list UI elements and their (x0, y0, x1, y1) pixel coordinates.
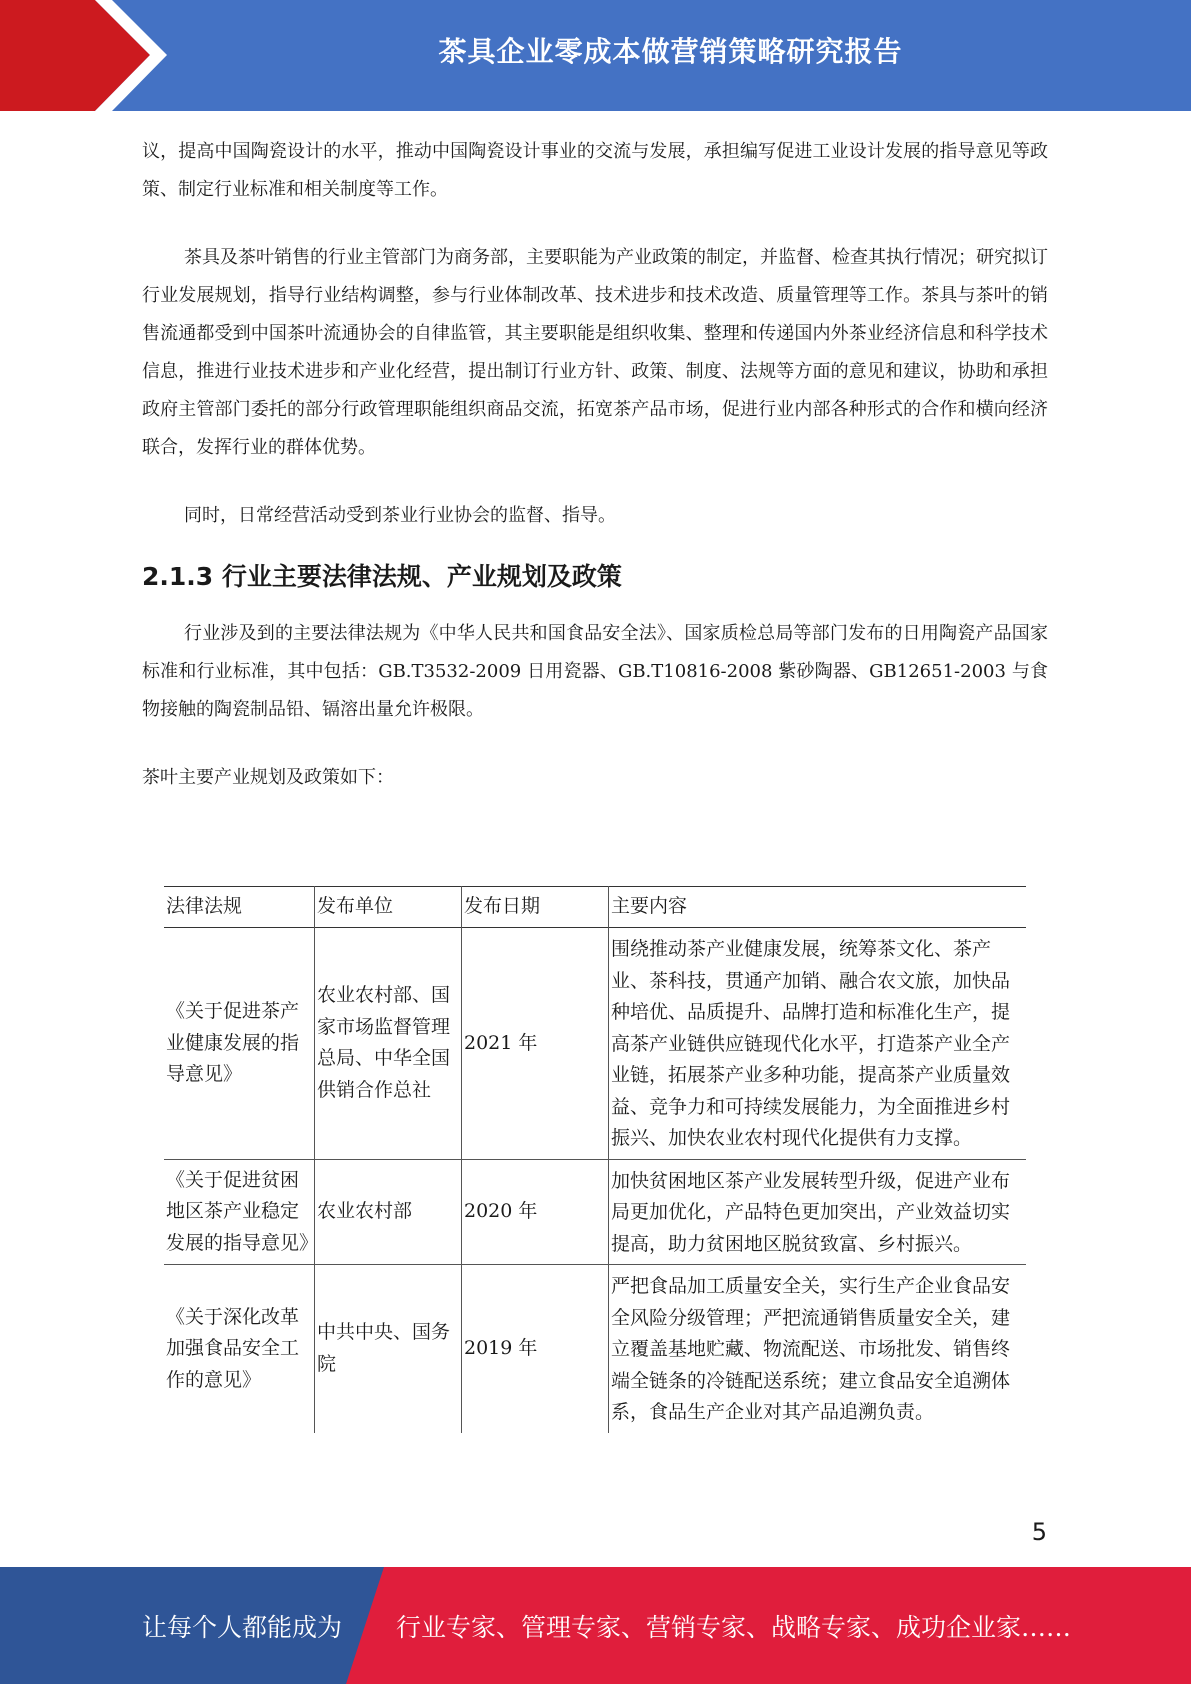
footer-slogan-left: 让每个人都能成为 (142, 1612, 343, 1642)
table-row (164, 1159, 1026, 1265)
page-number: 5 (1031, 1518, 1047, 1546)
table-intro: 茶叶主要产业规划及政策如下： (142, 767, 394, 788)
cell-issuer: 中共中央、国务院 (315, 1265, 462, 1433)
cell-content: 围绕推动茶产业健康发展，统筹茶文化、茶产业、茶科技，贯通产加销、融合农文旅，加快品种培优、品质提升、品牌打造和标准化生产，提高茶产业链供应链现代化水平，打造茶产业全产业链，拓展茶产业多种功能，提高茶产业质量效益、竞争力和可持续发展能力，为全面推进乡村振兴、加快农业农村现代化提供有力支撑。 (609, 928, 1027, 1160)
header-content: 主要内容 (609, 887, 1027, 928)
header-law: 法律法规 (166, 895, 243, 918)
header-date: 发布日期 (462, 887, 609, 928)
footer-slogan-right: 行业专家、管理专家、营销专家、战略专家、成功企业家…… (396, 1612, 1072, 1642)
cell-issuer: 农业农村部 (315, 1159, 462, 1265)
section-heading: 2.1.3 行业主要法律法规、产业规划及政策 (142, 562, 622, 591)
page-header (0, 0, 1191, 111)
cell-law: 《关于深化改革加强食品安全工作的意见》 (166, 1305, 300, 1391)
page-footer (0, 1567, 1191, 1684)
paragraph-3: 同时，日常经营活动受到茶业行业协会的监督、指导。 (184, 505, 616, 526)
cell-date: 2019 年 (462, 1265, 609, 1433)
report-title: 茶具企业零成本做营销策略研究报告 (438, 35, 903, 68)
cell-content: 加快贫困地区茶产业发展转型升级，促进产业布局更加优化，产品特色更加突出，产业效益切实提高，助力贫困地区脱贫致富、乡村振兴。 (609, 1159, 1027, 1265)
cell-content: 严把食品加工质量安全关，实行生产企业食品安全风险分级管理；严把流通销售质量安全关，建立覆盖基地贮藏、物流配送、市场批发、销售终端全链条的冷链配送系统；建立食品安全追溯体系，食品生产企业对其产品追溯负责。 (609, 1265, 1027, 1433)
section-paragraph: 行业涉及到的主要法律法规为《中华人民共和国食品安全法》、国家质检总局等部门发布的日用陶瓷产品国家标准和行业标准，其中包括：GB.T3532-2009 日用瓷器、GB.T10816-2008 紫砂陶器、GB12651-2003 与食物接触的陶瓷制品铅、镉溶出量允许极限。 (142, 623, 1048, 720)
cell-issuer: 农业农村部、国家市场监督管理总局、中华全国供销合作总社 (315, 928, 462, 1160)
cell-law: 《关于促进茶产业健康发展的指导意见》 (166, 1000, 300, 1085)
policy-table (164, 886, 1026, 1433)
main-content (142, 133, 1048, 797)
cell-date: 2020 年 (462, 1159, 609, 1265)
table-row (164, 1265, 1026, 1433)
cell-date: 2021 年 (462, 928, 609, 1160)
paragraph-2: 茶具及茶叶销售的行业主管部门为商务部，主要职能为产业政策的制定，并监督、检查其执行情况；研究拟订行业发展规划，指导行业结构调整，参与行业体制改革、技术进步和技术改造、质量管理等工作。茶具与茶叶的销售流通都受到中国茶叶流通协会的自律监管，其主要职能是组织收集、整理和传递国内外茶业经济信息和科学技术信息，推进行业技术进步和产业化经营，提出制订行业方针、政策、制度、法规等方面的意见和建议，协助和承担政府主管部门委托的部分行政管理职能组织商品交流，拓宽茶产品市场，促进行业内部各种形式的合作和横向经济联合，发挥行业的群体优势。 (142, 247, 1048, 458)
table-header-row (164, 887, 1026, 928)
header-issuer: 发布单位 (315, 887, 462, 928)
table-row (164, 928, 1026, 1160)
paragraph-1: 议，提高中国陶瓷设计的水平，推动中国陶瓷设计事业的交流与发展，承担编写促进工业设计发展的指导意见等政策、制定行业标准和相关制度等工作。 (142, 141, 1048, 200)
cell-law: 《关于促进贫困地区茶产业稳定发展的指导意见》 (166, 1168, 319, 1254)
